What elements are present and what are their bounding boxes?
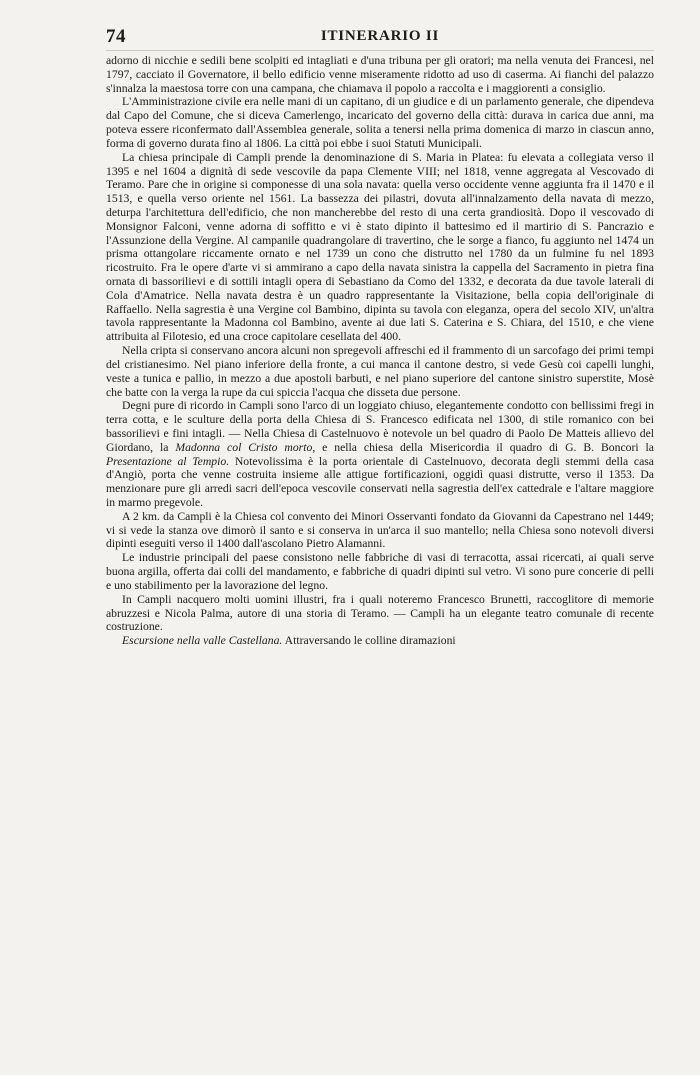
artwork-title: Presentazione al Tempio.	[106, 454, 230, 468]
paragraph: adorno di nicchie e sedili bene scolpiti ed intagliati e d'una tribuna per gli oratori; ma nella venuta dei Francesi, nel 1797, cacciato il Governatore, il bello edificio venne miseramente ridotto ad uso di caserma. Ai fianchi del palazzo s'innalza la maestosa torre con una campana, che chiamava il popolo a raccolta e i maggiorenti a consiglio.	[106, 54, 654, 95]
paragraph: Le industrie principali del paese consistono nelle fabbriche di vasi di terracotta, assai ricercati, ai quali serve buona argilla, offerta dai colli del mandamento, e fabbriche di quadri dipinti sul vetro. Vi sono pure concerie di pelli e uno stabilimento per la lavorazione del legno.	[106, 551, 654, 592]
paragraph-text: Degni pure di ricordo in Campli sono l'arco di un loggiato chiuso, elegantemente condotto con bellissimi fregi in terra cotta, e le sculture della porta della Chiesa di S. Francesco edificata nel 1300, di stile romanico con bei bassorilievi e fini intagli. — Nella Chiesa di Castelnuovo è notevole un bel quadro di Paolo De Matteis allievo del Giordano, la	[106, 399, 654, 454]
paragraph-text: , e nella chiesa della Misericordia il quadro di G. B. Boncori la	[312, 440, 654, 454]
paragraph: L'Amministrazione civile era nelle mani di un capitano, di un giudice e di un parlamento generale, che dipendeva dal Capo del Comune, che si diceva Camerlengo, incaricato del governo della città: durava in carica due anni, ma poteva essere riconfermato dall'Assemblea generale, solita a tenersi nella prima domenica di marzo in ciascun anno, forma di governo durata fino al 1806. La città poi ebbe i suoi Statuti Municipali.	[106, 95, 654, 150]
artwork-title: Madonna col Cristo morto	[175, 440, 313, 454]
paragraph: In Campli nacquero molti uomini illustri, fra i quali noteremo Francesco Brunetti, raccoglitore di memorie abruzzesi e Nicola Palma, autore di una storia di Teramo. — Campli ha un elegante teatro comunale di recente costruzione.	[106, 592, 654, 634]
paragraph: A 2 km. da Campli è la Chiesa col convento dei Minori Osservanti fondato da Giovanni da Capestrano nel 1449; vi si vede la stanza ove dimorò il santo e si conserva in un'arca il suo mantello; nella Chiesa sono notevoli diversi dipinti eseguiti verso il 1400 dall'ascolano Pietro Alamanni.	[106, 509, 654, 551]
page-header	[106, 24, 654, 51]
paragraph	[106, 634, 654, 648]
page-number: 74	[106, 26, 126, 47]
running-title: ITINERARIO II	[320, 28, 440, 44]
paragraph	[106, 399, 654, 510]
paragraph: La chiesa principale di Campli prende la denominazione di S. Maria in Platea: fu elevata a collegiata verso il 1395 e nel 1604 a dignità di sede vescovile da papa Clemente VIII; nel 1818, venne aggregata al Vescovado di Teramo. Pare che in origine si componesse di una sola navata: quella verso occidente venne aggiunta fra il 1470 e il 1513, e quella verso oriente nel 1561. La bassezza dei pilastri, dovuta all'innalzamento della navata di mezzo, deturpa l'architettura dell'edificio, che non mancherebbe del resto di una certa grandiosità. Dopo il vescovado di Monsignor Falconi, venne adorna di soffitto e vi è stato dipinto il battesimo ed il martirio di S. Pancrazio e l'Assunzione della Vergine. Al campanile quadrangolare di travertino, che le sorge a fianco, fu aggiunto nel 1474 un prisma ottangolare riccamente ornato e nel 1739 un cono che distrutto nel 1780 da un fulmine fu nel 1893 ricostruito. Fra le opere d'arte vi si ammirano a capo della navata sinistra la cappella del Sacramento in pietra fina ornata di bassorilievi e di sottili intagli opera di Sebastiano da Como del 1332, e decorata da due tavole laterali di Cola d'Amatrice. Nella navata destra è un quadro rappresentante la Visitazione, bella copia dell'originale di Raffaello. Nella sagrestia è una Vergine col Bambino, dipinta su tavola con eleganza, opera del secolo XIV, un'altra tavola rappresentante la Madonna col Bambino, avente ai due lati S. Caterina e S. Chiara, del 1510, e che viene attribuita al Filotesio, ed una croce capitolare cesellata del 400.	[106, 150, 654, 344]
section-heading: Escursione nella valle Castellana.	[122, 634, 283, 648]
body-text	[106, 54, 654, 648]
paragraph: Nella cripta si conservano ancora alcuni non spregevoli affreschi ed il frammento di un sarcofago dei primi tempi del cristianesimo. Nel piano inferiore della fronte, a cui manca il cantone destro, si vede Gesù coi capelli lunghi, veste a tunica e pallio, in mezzo a due apostoli barbuti, e nel piano superiore del cantone sinistro superstite, Mosè che batte con la verga la rupe da cui spiccia l'acqua che disseta due persone.	[106, 344, 654, 399]
paragraph-text: Notevolissima è la porta orientale di Castelnuovo, decorata degli stemmi della casa d'Angiò, porta che venne costruita insieme alle attigue fortificazioni, oggidì quasi distrutte, verso il 1353. Da menzionare pure gli arredi sacri dell'epoca vescovile conservati nella sagrestia dell'ex cattedrale e l'altare maggiore in marmo pregevole.	[106, 454, 654, 509]
paragraph-text: Attraversando le colline diramazioni	[282, 634, 456, 648]
